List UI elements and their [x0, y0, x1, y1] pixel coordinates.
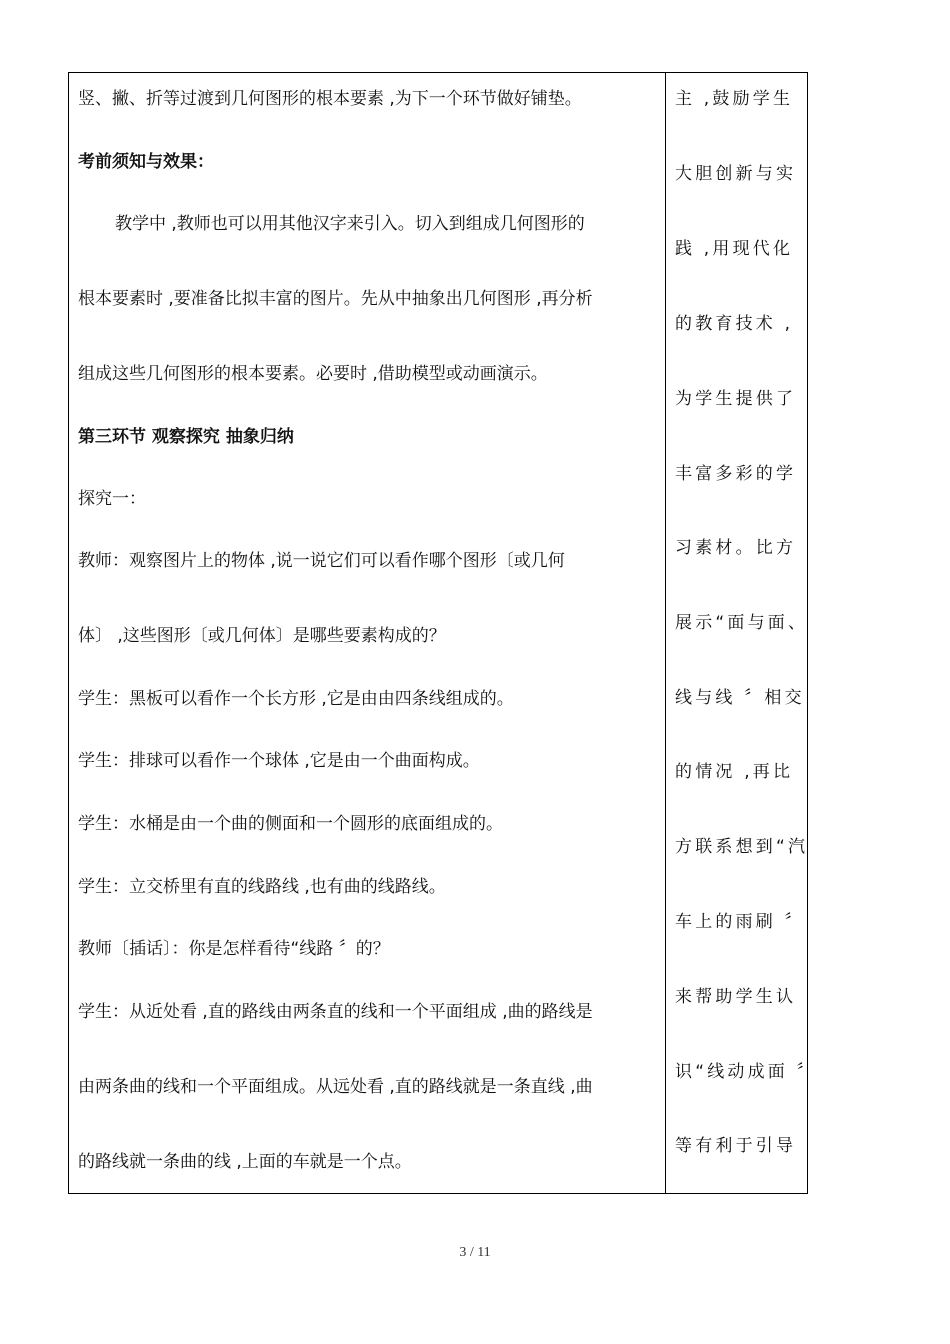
note-line: 展示“面与面、 — [675, 613, 809, 633]
note-line: 丰富多彩的学 — [675, 464, 797, 484]
note-line: 线与线 〞相交 — [675, 688, 805, 708]
paragraph-line: 的路线就一条曲的线 ,上面的车就是一个点。 — [78, 1152, 412, 1172]
note-line: 践 ,用现代化 — [675, 239, 794, 259]
note-line: 识“线动成面 〞 — [675, 1062, 817, 1082]
paragraph-line: 教师〔插话〕：你是怎样看待“线路 〞的？ — [78, 939, 390, 959]
paragraph-line: 学生：排球可以看作一个球体 ,它是由一个曲面构成。 — [78, 751, 480, 771]
main-text-column — [69, 73, 666, 1193]
content-table — [68, 72, 817, 1194]
paragraph-line: 学生：水桶是由一个曲的侧面和一个圆形的底面组成的。 — [78, 814, 503, 834]
note-line: 的教育技术 , — [675, 314, 794, 334]
note-line: 主 ,鼓励学生 — [675, 89, 794, 109]
paragraph-line: 组成这些几何图形的根本要素。必要时 ,借助模型或动画演示。 — [78, 364, 548, 384]
note-line: 为学生提供了 — [675, 389, 797, 409]
page-number: 3 / 11 — [459, 1245, 491, 1260]
paragraph-line: 根本要素时 ,要准备比拟丰富的图片。先从中抽象出几何图形 ,再分析 — [78, 289, 593, 309]
note-line: 等有利于引导 — [675, 1136, 797, 1156]
note-line: 方联系想到“汽 — [675, 837, 809, 857]
section-heading: 考前须知与效果： — [78, 152, 214, 172]
paragraph-line: 教师：观察图片上的物体 ,说一说它们可以看作哪个图形〔或几何 — [78, 551, 565, 571]
paragraph-line: 学生：从近处看 ,直的路线由两条直的线和一个平面组成 ,曲的路线是 — [78, 1002, 593, 1022]
note-line: 大胆创新与实 — [675, 164, 797, 184]
paragraph-line: 学生：黑板可以看作一个长方形 ,它是由由四条线组成的。 — [78, 689, 514, 709]
section-heading: 第三环节 观察探究 抽象归纳 — [78, 427, 294, 447]
paragraph-line: 体〕 ,这些图形〔或几何体〕是哪些要素构成的？ — [78, 626, 446, 646]
paragraph-line: 探究一： — [78, 489, 146, 509]
note-line: 习素材。比方 — [675, 538, 797, 558]
paragraph-line: 学生：立交桥里有直的线路线 ,也有曲的线路线。 — [78, 877, 446, 897]
paragraph-line: 竖、撇、折等过渡到几何图形的根本要素 ,为下一个环节做好铺垫。 — [78, 89, 582, 109]
paragraph-line: 由两条曲的线和一个平面组成。从远处看 ,直的路线就是一条直线 ,曲 — [78, 1077, 593, 1097]
design-notes-column — [666, 73, 817, 1193]
paragraph-line: 教学中 ,教师也可以用其他汉字来引入。切入到组成几何图形的 — [115, 214, 585, 234]
note-line: 来帮助学生认 — [675, 987, 797, 1007]
note-line: 的情况 ,再比 — [675, 762, 794, 782]
note-line: 车上的雨刷 〞 — [675, 912, 805, 932]
